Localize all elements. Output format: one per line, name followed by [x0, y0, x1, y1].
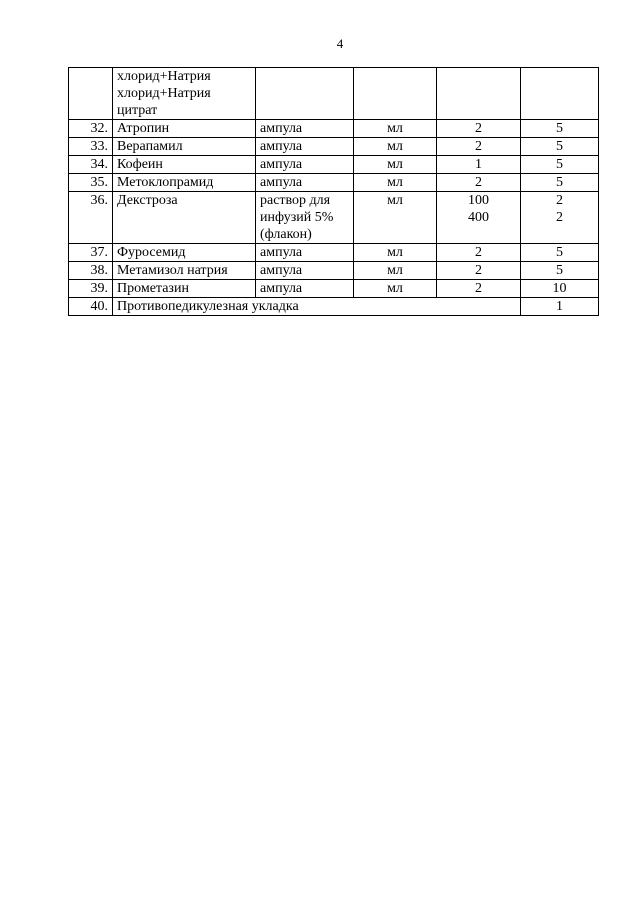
- row-number-cell: 32.: [69, 120, 113, 138]
- unit-cell: мл: [354, 280, 437, 298]
- count-line: 5: [556, 245, 563, 260]
- count-line: 5: [556, 263, 563, 278]
- form-line: (флакон): [260, 227, 312, 242]
- table-row: [69, 174, 599, 192]
- count-cell: [521, 120, 599, 138]
- form-line: ампула: [260, 245, 303, 260]
- form-cell: [256, 192, 354, 244]
- name-line: хлорид+Натрия: [117, 69, 211, 84]
- form-line: ампула: [260, 139, 303, 154]
- qty-line: 100: [468, 193, 489, 208]
- form-line: ампула: [260, 157, 303, 172]
- name-cell: Фуросемид: [113, 244, 256, 262]
- form-cell: [256, 138, 354, 156]
- name-cell: [113, 68, 256, 120]
- count-cell: [521, 174, 599, 192]
- qty-cell: [437, 244, 521, 262]
- table-row: [69, 156, 599, 174]
- medication-table: [68, 67, 599, 316]
- unit-cell: [354, 68, 437, 120]
- unit-cell: мл: [354, 156, 437, 174]
- qty-line: 2: [475, 121, 482, 136]
- count-cell: [521, 156, 599, 174]
- count-line: 2: [556, 210, 563, 225]
- row-number-cell: [69, 68, 113, 120]
- form-cell: [256, 174, 354, 192]
- count-line: 5: [556, 139, 563, 154]
- table-row: [69, 244, 599, 262]
- row-number-cell: 37.: [69, 244, 113, 262]
- qty-cell: [437, 68, 521, 120]
- qty-line: 2: [475, 263, 482, 278]
- form-cell: [256, 262, 354, 280]
- qty-cell: [437, 192, 521, 244]
- form-line: ампула: [260, 281, 303, 296]
- form-cell: [256, 68, 354, 120]
- form-cell: [256, 156, 354, 174]
- row-number-cell: 35.: [69, 174, 113, 192]
- table-row-continued: [69, 68, 599, 120]
- row-number-cell: 36.: [69, 192, 113, 244]
- qty-line: 1: [475, 157, 482, 172]
- row-number-cell: 34.: [69, 156, 113, 174]
- form-line: ампула: [260, 121, 303, 136]
- qty-cell: [437, 262, 521, 280]
- table-row: [69, 262, 599, 280]
- count-cell: 1: [521, 298, 599, 316]
- count-line: 5: [556, 157, 563, 172]
- row-number-cell: 33.: [69, 138, 113, 156]
- count-cell: [521, 244, 599, 262]
- row-number-cell: 38.: [69, 262, 113, 280]
- qty-cell: [437, 120, 521, 138]
- count-line: 5: [556, 175, 563, 190]
- page-number: 4: [336, 36, 344, 51]
- count-cell: [521, 138, 599, 156]
- qty-line: 2: [475, 245, 482, 260]
- qty-cell: [437, 138, 521, 156]
- table-row-last: [69, 298, 599, 316]
- count-line: 10: [552, 281, 567, 296]
- name-cell: Атропин: [113, 120, 256, 138]
- form-line: ампула: [260, 263, 303, 278]
- name-cell: Декстроза: [113, 192, 256, 244]
- qty-line: 400: [468, 210, 489, 225]
- name-cell: Верапамил: [113, 138, 256, 156]
- qty-line: 2: [475, 139, 482, 154]
- form-cell: [256, 244, 354, 262]
- count-cell: [521, 192, 599, 244]
- form-line: ампула: [260, 175, 303, 190]
- name-line: цитрат: [117, 103, 158, 118]
- table-row: [69, 192, 599, 244]
- qty-cell: [437, 280, 521, 298]
- count-cell: [521, 262, 599, 280]
- name-line: хлорид+Натрия: [117, 86, 211, 101]
- qty-cell: [437, 156, 521, 174]
- name-cell: Метоклопрамид: [113, 174, 256, 192]
- name-cell-merged: Противопедикулезная укладка: [113, 298, 521, 316]
- form-cell: [256, 280, 354, 298]
- count-cell: [521, 68, 599, 120]
- count-line: 5: [556, 121, 563, 136]
- name-cell: Прометазин: [113, 280, 256, 298]
- qty-cell: [437, 174, 521, 192]
- table-row: [69, 280, 599, 298]
- qty-line: 2: [475, 175, 482, 190]
- table-row: [69, 120, 599, 138]
- form-line: инфузий 5%: [260, 210, 334, 225]
- count-line: 2: [556, 193, 563, 208]
- unit-cell: мл: [354, 192, 437, 244]
- unit-cell: мл: [354, 138, 437, 156]
- form-cell: [256, 120, 354, 138]
- form-line: раствор для: [260, 193, 331, 208]
- table-row: [69, 138, 599, 156]
- row-number-cell: 39.: [69, 280, 113, 298]
- name-cell: Кофеин: [113, 156, 256, 174]
- unit-cell: мл: [354, 174, 437, 192]
- name-cell: Метамизол натрия: [113, 262, 256, 280]
- unit-cell: мл: [354, 262, 437, 280]
- unit-cell: мл: [354, 120, 437, 138]
- count-cell: [521, 280, 599, 298]
- row-number-cell: 40.: [69, 298, 113, 316]
- unit-cell: мл: [354, 244, 437, 262]
- qty-line: 2: [475, 281, 482, 296]
